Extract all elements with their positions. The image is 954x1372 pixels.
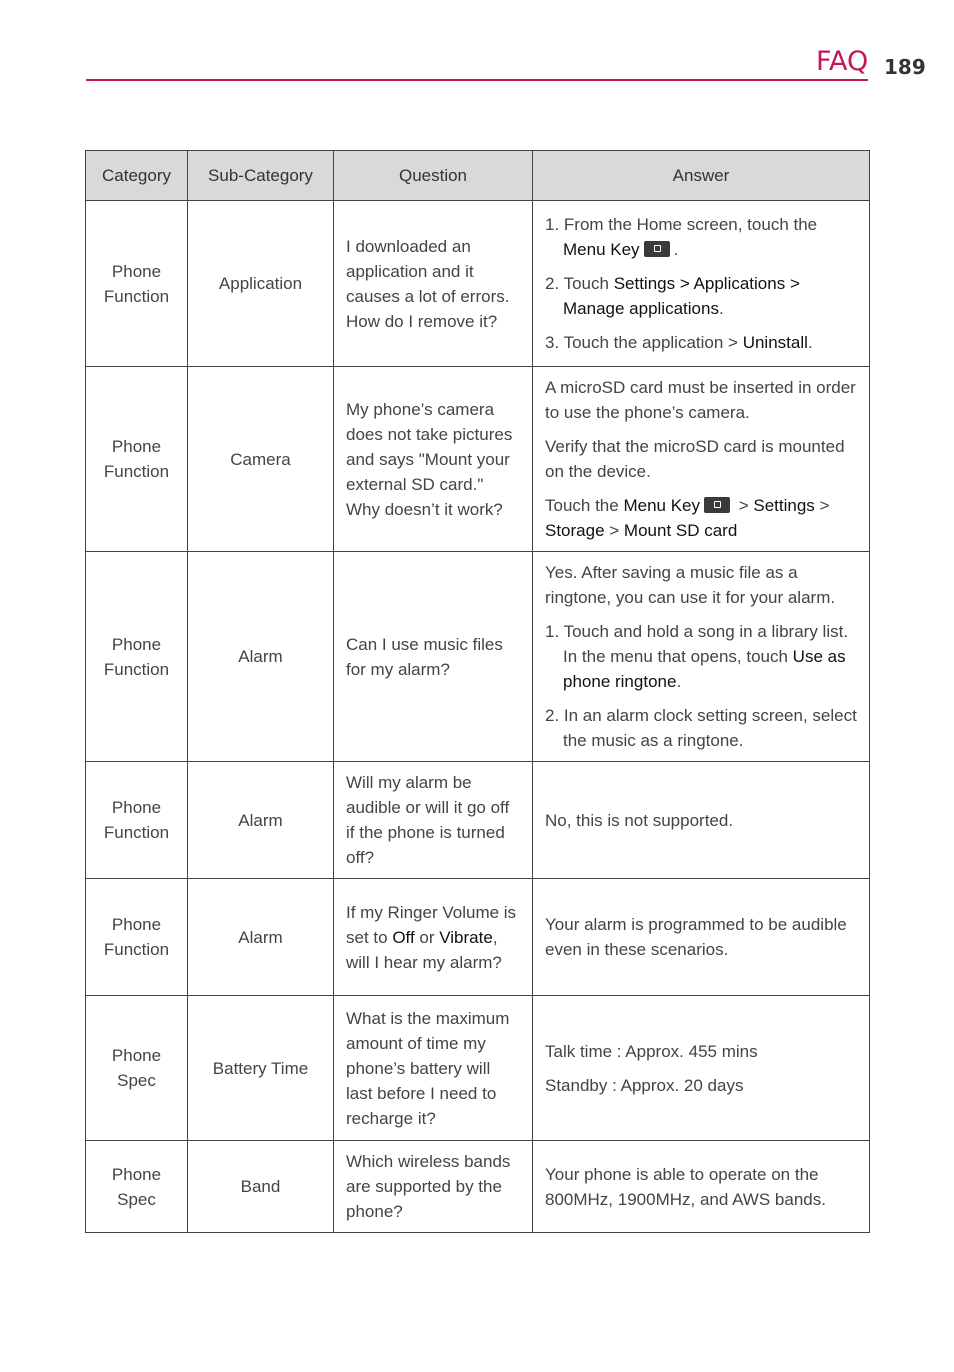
subcategory-cell: Camera (188, 367, 334, 552)
answer-cell (533, 1141, 870, 1233)
category-cell: Phone Spec (86, 1141, 188, 1233)
subcategory-cell: Band (188, 1141, 334, 1233)
answer-paragraph: Talk time : Approx. 455 mins (545, 1041, 758, 1061)
answer-cell (533, 552, 870, 762)
question-cell (334, 879, 533, 996)
menu-key-icon (644, 241, 670, 257)
answer-text: . (673, 240, 679, 259)
settings-label: Settings (753, 496, 815, 515)
subcategory-cell: Alarm (188, 552, 334, 762)
question-cell: What is the maximum amount of time my phone’s battery will last before I need to recharge it? (334, 996, 533, 1141)
answer-text: > (734, 496, 754, 515)
header-divider (86, 79, 868, 81)
answer-paragraph: No, this is not supported. (545, 810, 734, 830)
answer-cell (533, 996, 870, 1141)
storage-label: Storage (545, 521, 605, 540)
answer-paragraph: Yes. After saving a music file as a ringtone, you can use it for your alarm. (545, 563, 836, 607)
category-cell: Phone Function (86, 367, 188, 552)
answer-paragraph: A microSD card must be inserted in order to use the phone’s camera. (545, 378, 856, 422)
answer-text: 2. Touch (545, 274, 614, 293)
question-cell: Will my alarm be audible or will it go off if the phone is turned off? (334, 762, 533, 879)
answer-cell (533, 201, 870, 367)
table-row (86, 552, 870, 762)
answer-paragraph: Your alarm is programmed to be audible even in these scenarios. (545, 915, 847, 959)
table-row (86, 1141, 870, 1233)
question-cell: I downloaded an application and it causes a lot of errors. How do I remove it? (334, 201, 533, 367)
menu-key-icon (704, 497, 730, 513)
table-row (86, 367, 870, 552)
category-cell: Phone Function (86, 879, 188, 996)
subcategory-cell: Application (188, 201, 334, 367)
subcategory-cell: Alarm (188, 762, 334, 879)
question-text: or (414, 927, 440, 947)
column-header-question: Question (334, 151, 533, 201)
answer-cell (533, 762, 870, 879)
question-cell: Can I use music files for my alarm? (334, 552, 533, 762)
answer-paragraph: Verify that the microSD card is mounted on the device. (545, 437, 845, 481)
table-row (86, 879, 870, 996)
settings-path: Settings > Applications > Manage applications (563, 274, 800, 318)
question-cell: Which wireless bands are supported by the phone? (334, 1141, 533, 1233)
use-as-ringtone-label: Use as phone ringtone (563, 647, 846, 691)
answer-text: > (814, 496, 830, 515)
table-row (86, 762, 870, 879)
answer-step (545, 619, 857, 694)
answer-step (545, 271, 857, 321)
section-title: FAQ (816, 46, 869, 77)
answer-cell (533, 879, 870, 996)
question-text: If my Ringer Volume is set to (346, 902, 517, 947)
answer-text: Touch the (545, 496, 624, 515)
answer-paragraph: Your phone is able to operate on the 800MHz, 1900MHz, and AWS bands. (545, 1164, 826, 1209)
answer-text: > (604, 521, 624, 540)
table-row (86, 201, 870, 367)
table-header-row (86, 151, 870, 201)
uninstall-label: Uninstall (742, 333, 808, 352)
answer-text: . (718, 299, 724, 318)
column-header-subcategory: Sub-Category (188, 151, 334, 201)
category-cell: Phone Function (86, 552, 188, 762)
answer-cell (533, 367, 870, 552)
category-cell: Phone Spec (86, 996, 188, 1141)
off-label: Off (392, 927, 415, 947)
faq-table (85, 150, 870, 1233)
question-text: , will I hear my alarm? (346, 927, 502, 972)
column-header-answer: Answer (533, 151, 870, 201)
answer-step (545, 212, 857, 262)
answer-text: 3. Touch the application > (545, 333, 743, 352)
question-cell: My phone’s camera does not take pictures and says "Mount your external SD card." Why doesn’t it work? (334, 367, 533, 552)
answer-text: 1. From the Home screen, touch the (545, 215, 818, 234)
answer-step: 2. In an alarm clock setting screen, select the music as a ringtone. (545, 706, 857, 750)
category-cell: Phone Function (86, 762, 188, 879)
mount-sd-label: Mount SD card (623, 521, 738, 540)
page-number: 189 (884, 55, 926, 79)
answer-paragraph (545, 493, 857, 543)
answer-text: 1. Touch and hold a song in a library list. In the menu that opens, touch (545, 622, 849, 666)
answer-paragraph: Standby : Approx. 20 days (545, 1075, 744, 1095)
table-row (86, 996, 870, 1141)
menu-key-label: Menu Key (563, 240, 640, 259)
category-cell: Phone Function (86, 201, 188, 367)
subcategory-cell: Alarm (188, 879, 334, 996)
answer-text: . (676, 672, 682, 691)
vibrate-label: Vibrate (439, 927, 493, 947)
column-header-category: Category (86, 151, 188, 201)
subcategory-cell: Battery Time (188, 996, 334, 1141)
answer-step (545, 330, 857, 355)
menu-key-label: Menu Key (623, 496, 700, 515)
answer-text: . (807, 333, 813, 352)
